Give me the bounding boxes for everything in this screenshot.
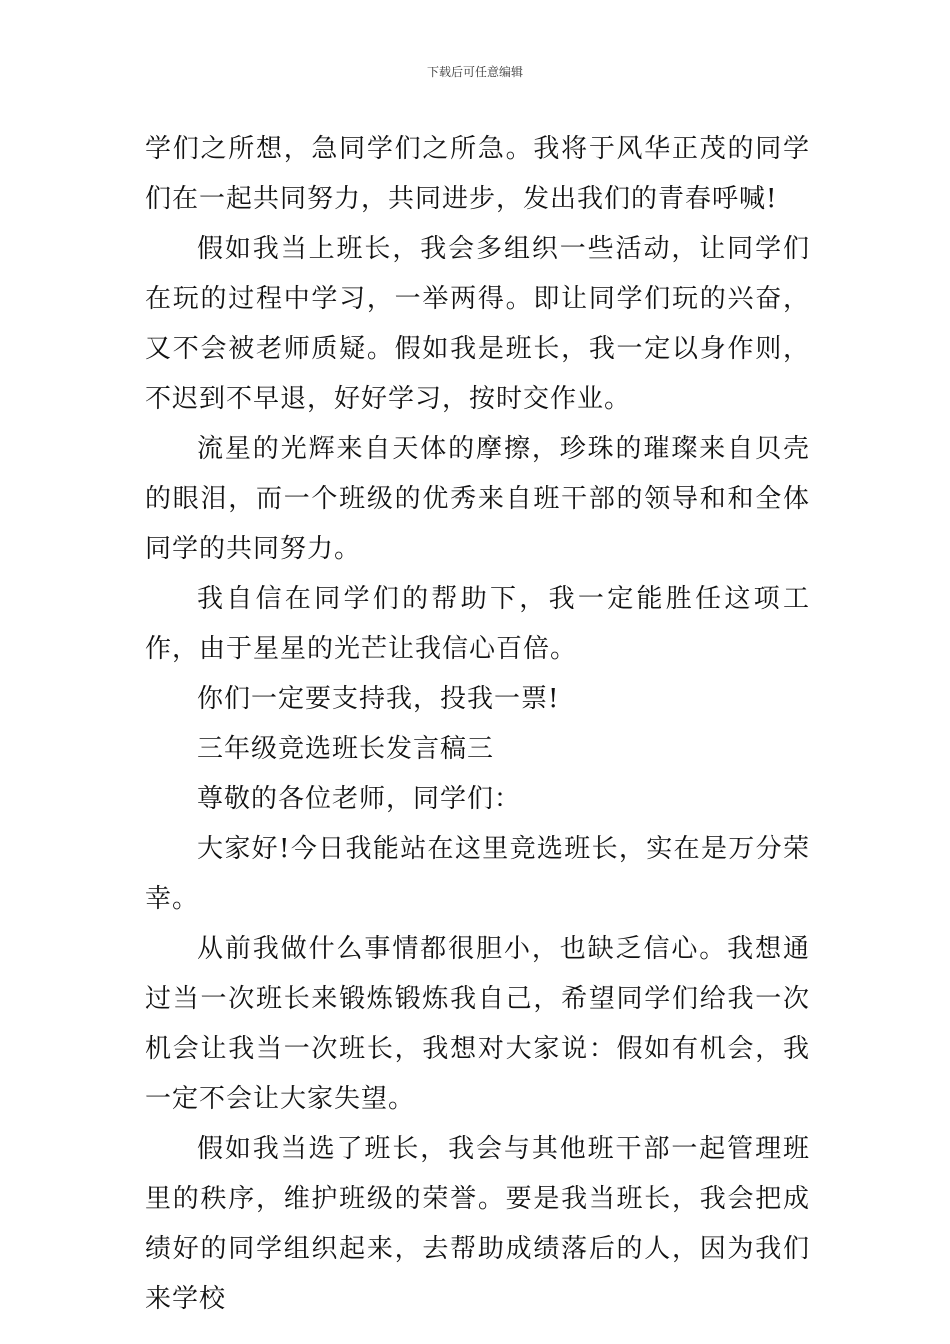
page-header: 下载后可任意编辑 bbox=[426, 65, 523, 79]
paragraph-5: 你们一定要支持我，投我一票! bbox=[197, 684, 560, 714]
salutation: 尊敬的各位老师，同学们： bbox=[197, 784, 522, 814]
paragraph-4: 我自信在同学们的帮助下，我一定能胜任这项工作，由于星星的光芒让我信心百倍。 bbox=[145, 584, 810, 664]
paragraph-10: 假如我当选了班长，我会与其他班干部一起管理班里的秩序，维护班级的荣誉。要是我当班长，我会把成绩好的同学组织起来，去帮助成绩落后的人，因为我们来学校 bbox=[145, 1134, 810, 1314]
paragraph-2: 假如我当上班长，我会多组织一些活动，让同学们在玩的过程中学习，一举两得。即让同学们玩的兴奋，又不会被老师质疑。假如我是班长，我一定以身作则，不迟到不早退，好好学习，按时交作业。 bbox=[145, 234, 810, 414]
paragraph-3: 流星的光辉来自天体的摩擦，珍珠的璀璨来自贝壳的眼泪，而一个班级的优秀来自班干部的领导和和全体同学的共同努力。 bbox=[145, 434, 810, 564]
document-body bbox=[145, 124, 810, 1324]
paragraph-9: 从前我做什么事情都很胆小，也缺乏信心。我想通过当一次班长来锻炼锻炼我自己，希望同学们给我一次机会让我当一次班长，我想对大家说：假如有机会，我一定不会让大家失望。 bbox=[145, 934, 810, 1114]
paragraph-1: 学们之所想，急同学们之所急。我将于风华正茂的同学们在一起共同努力，共同进步，发出我们的青春呼喊! bbox=[145, 134, 810, 214]
section-title: 三年级竞选班长发言稿三 bbox=[197, 734, 495, 764]
paragraph-8: 大家好!今日我能站在这里竞选班长，实在是万分荣幸。 bbox=[145, 834, 810, 914]
